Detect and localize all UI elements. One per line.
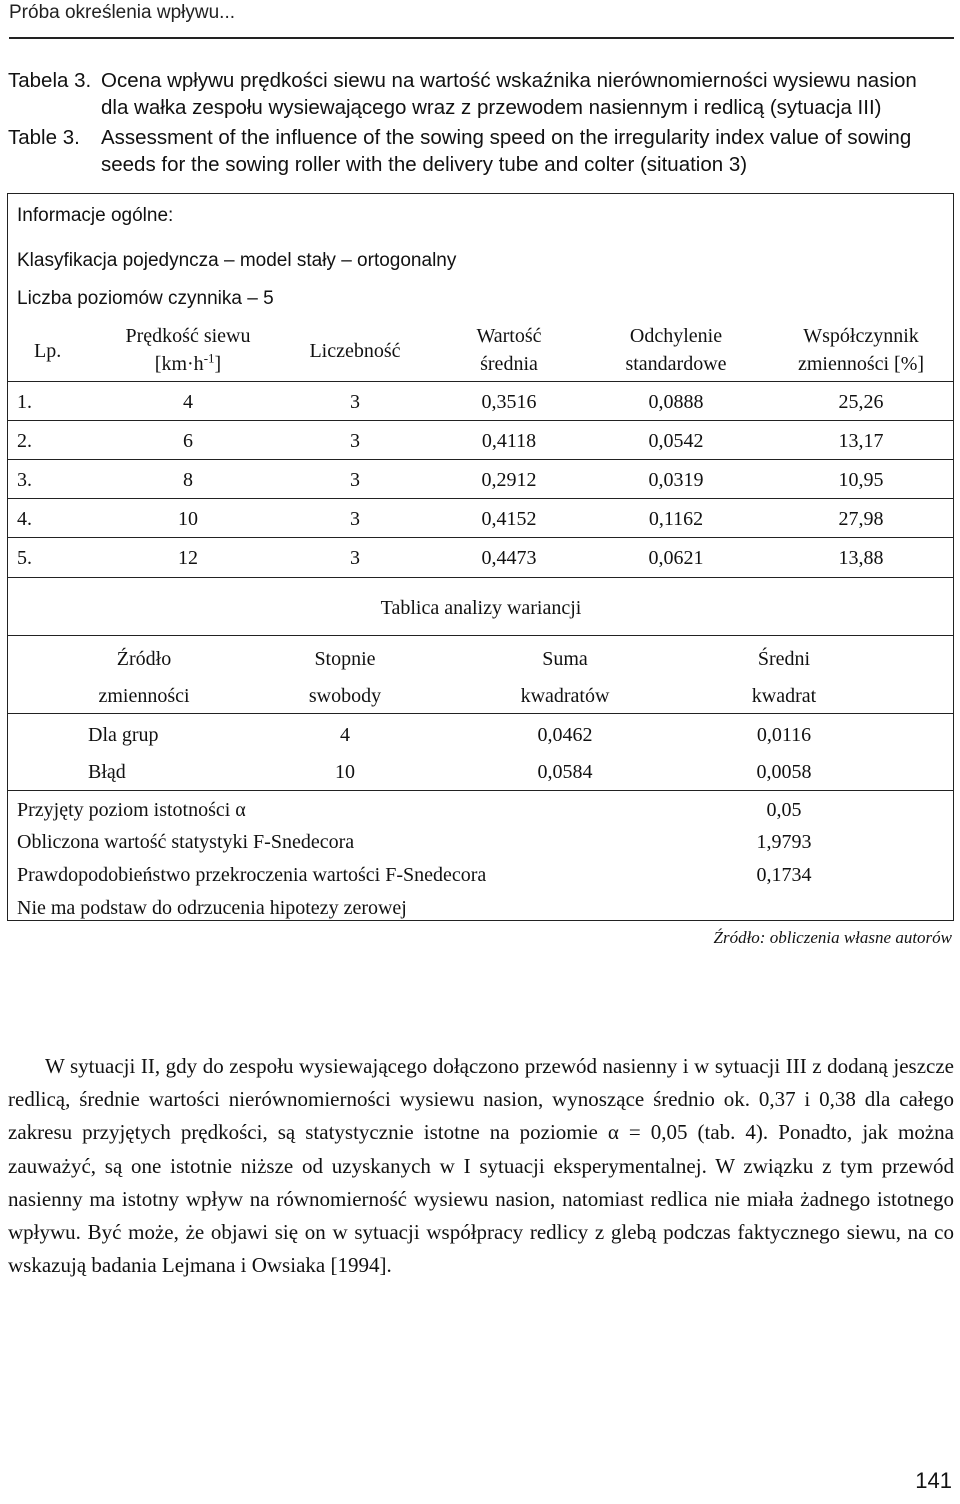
- divider: [8, 713, 953, 714]
- anova-header-source-line2: zmienności: [98, 685, 190, 707]
- info-levels: Liczba poziomów czynnika – 5: [17, 288, 274, 309]
- header-speed-line2: $[km\cdot h^{-1}]$: [154, 350, 222, 375]
- divider: [8, 577, 953, 578]
- caption-text-pl: Ocena wpływu prędkości siewu na wartość wskaźnika nierównomierności wysiewu nasion dla wałka zespołu wysiewającego wraz z przewodem nasiennym i redlicą (sytuacja III): [101, 69, 917, 119]
- header-cv-line2: zmienności [%]: [797, 353, 925, 375]
- header-mean-line2: średnia: [480, 353, 538, 375]
- divider: [8, 420, 953, 421]
- anova-header-source-line1: Źródło: [116, 648, 172, 670]
- running-header: [9, 0, 954, 39]
- page-number: 141: [915, 1468, 952, 1493]
- anova-header-ss-line2: kwadratów: [520, 685, 610, 707]
- anova-conclusion: Nie ma podstaw do odrzucenia hipotezy zerowej: [17, 897, 407, 919]
- divider: [8, 635, 953, 636]
- body-paragraph: [8, 1050, 954, 1282]
- divider: [8, 537, 953, 538]
- running-title: Próba określenia wpływu...: [9, 2, 235, 23]
- info-classification: Klasyfikacja pojedyncza – model stały – ortogonalny: [17, 250, 457, 271]
- paragraph-text: W sytuacji II, gdy do zespołu wysiewającego dołączono przewód nasienny i w sytuacji III z dodaną jeszcze redlicą, średnie wartości nierównomierności wysiewu nasion, wynoszące średnio ok. 0,37 i 0,38 dla całego zakresu przyjętych prędkości, są statystycznie istotne na poziomie α = 0,05 (tab. 4). Ponadto, jak można zauważyć, są one istotnie niższe od uzyskanych w I sytuacji eksperymentalnej. W związku z tym przewód nasienny ma istotny wpływ na równomierność wysiewu nasion, natomiast redlica nie miała żadnego istotnego wpływu. Być może, że objawi się on w sytuacji współpracy redlicy z glebą podczas faktycznego siewu, na co wskazują badania Lejmana i Owsiaka [1994].: [8, 1054, 954, 1278]
- header-count: Liczebność: [309, 340, 401, 362]
- caption-label-en: Table 3.: [8, 126, 80, 149]
- header-sd-line2: standardowe: [625, 353, 727, 375]
- divider: [8, 381, 953, 382]
- anova-header-ms-line2: kwadrat: [751, 685, 817, 707]
- anova-header-df-line1: Stopnie: [314, 648, 376, 670]
- info-general: Informacje ogólne:: [17, 205, 174, 226]
- anova-header-ss-line1: Suma: [542, 648, 588, 670]
- anova-header-ms-line1: Średni: [757, 648, 811, 670]
- caption-text-en: Assessment of the influence of the sowing speed on the irregularity index value of sowing seeds for the sowing roller with the delivery tube and colter (situation 3): [101, 126, 912, 176]
- header-sd-line1: Odchylenie: [629, 325, 723, 347]
- divider: [8, 498, 953, 499]
- caption-label-pl: Tabela 3.: [8, 69, 92, 92]
- header-lp: Lp.: [34, 340, 62, 362]
- header-cv-line1: Współczynnik: [803, 325, 919, 347]
- anova-header-df-line2: swobody: [308, 685, 382, 707]
- source-note: Źródło: obliczenia własne autorów: [713, 928, 952, 947]
- header-mean-line1: Wartość: [476, 325, 542, 347]
- anova-title: Tablica analizy wariancji: [380, 597, 582, 619]
- results-table: Informacje ogólne: Klasyfikacja pojedyncza – model stały – ortogonalny Liczba poziomów czynnika – 5 Lp. Prędkość siewu $[km\cdot h^{-1}]$ Liczebność Wartość średnia Odchylenie standardowe Współczynnik zmienności [%] 1. 4 3 0,3516 0,0888 25,26 2. 6 3 0,4118 0,0542 13,17 3. 8 3 0,2912 0,0319 10,95 4. 10 3 0,4152 0,1162 27,98 5. 12 3 0,4473 0,0621 13,88 Tablica analizy wariancji Źródło zmienności Stopnie swobody Suma kwadratów Średni kwadrat Dla grup 4 0,0462 0,0116 Błąd 10 0,0584 0,0058 Przyjęty poziom istotności α 0,05 Obliczona wartość statystyki F-Snedecora 1,9793 Prawdopodobieństwo przekroczenia wartości F-Snedecora 0,1734 Nie ma podstaw do odrzucenia hipotezy zerowej: [7, 193, 954, 921]
- divider: [8, 790, 953, 791]
- header-speed-line1: Prędkość siewu: [125, 325, 251, 347]
- divider: [8, 459, 953, 460]
